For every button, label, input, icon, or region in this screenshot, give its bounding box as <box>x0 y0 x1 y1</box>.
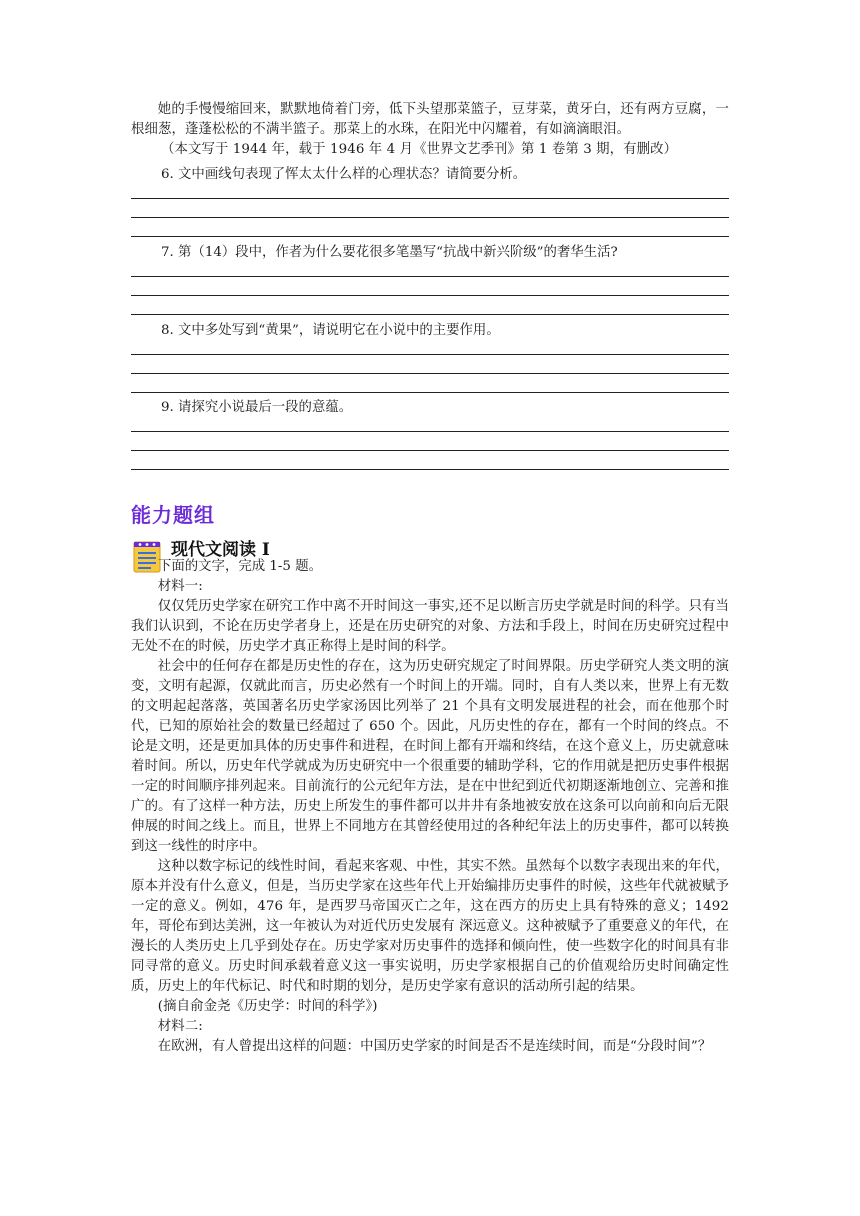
question-9: 9. 请探究小说最后一段的意蕴。 <box>161 400 353 415</box>
answer-line[interactable] <box>131 295 729 296</box>
answer-line[interactable] <box>131 198 729 199</box>
question-6: 6. 文中画线句表现了恽太太什么样的心理状态？请简要分析。 <box>161 167 527 182</box>
answer-line[interactable] <box>131 236 729 237</box>
answer-line[interactable] <box>131 276 729 277</box>
section-heading: 能力题组 <box>131 503 215 527</box>
question-7-block <box>131 243 729 263</box>
answer-line[interactable] <box>131 431 729 432</box>
source-note: (摘自俞金尧《历史学：时间的科学》) <box>157 999 378 1014</box>
question-6-block <box>131 165 729 185</box>
answer-line[interactable] <box>131 314 729 315</box>
question-7: 7. 第（14）段中，作者为什么要花很多笔墨写“抗战中新兴阶级”的奢华生活? <box>161 245 618 260</box>
material-paragraph: 仅仅凭历史学家在研究工作中离不开时间这一事实,还不足以断言历史学就是时间的科学。只有当我们认识到，不论在历史学者身上，还是在历史研究的对象、方法和手段上，时间在历史研究过程中无处不在的时候，历史学才真正称得上是时间的科学。 <box>131 599 729 654</box>
material-paragraph: 社会中的任何存在都是历史性的存在，这为历史研究规定了时间界限。历史学研究人类文明的演变，文明有起源，仅就此而言，历史必然有一个时间上的开端。同时，自有人类以来，世界上有无数的文明起起落落，英国著名历史学家汤因比列举了 21 个具有文明发展进程的社会，而在他那个时代，已知的原始社会的数量已经超过了 650 个。因此，凡历史性的存在，都有一个时间的终点。不论是文明，还是更加具体的历史事件和进程，在时间上都有开端和终结，在这个意义上，历史就意味着时间。所以，历史年代学就成为历史研究中一个很重要的辅助学科，它的作用就是把历史事件根据一定的时间顺序排列起来。目前流行的公元纪年方法，是在中世纪到近代初期逐渐地创立、完善和推广的。有了这样一种方法，历史上所发生的事件都可以井井有条地被安放在这条可以向前和向后无限伸展的时间之线上。而且，世界上不同地方在其曾经使用过的各种纪年法上的历史事件，都可以转换到这一线性的时序中。 <box>131 659 729 854</box>
material-1 <box>131 577 729 1057</box>
answer-line[interactable] <box>131 373 729 374</box>
source-note: （本文写于 1944 年，载于 1946 年 4 月《世界文艺季刊》第 1 卷第 3 期，有删改） <box>161 142 678 157</box>
question-9-block <box>131 398 729 418</box>
material-label: 材料一: <box>157 579 203 594</box>
answer-line[interactable] <box>131 354 729 355</box>
answer-line[interactable] <box>131 392 729 393</box>
answer-line[interactable] <box>131 469 729 470</box>
answer-line[interactable] <box>131 217 729 218</box>
answer-line[interactable] <box>131 450 729 451</box>
material-paragraph: 这种以数字标记的线性时间，看起来客观、中性，其实不然。虽然每个以数字表现出来的年代，原本并没有什么意义，但是，当历史学家在这些年代上开始编排历史事件的时候，这些年代就被赋予一定的意义。例如，476 年，是西罗马帝国灭亡之年，这在西方的历史上具有特殊的意义；1492 年，哥伦布到达美洲，这一年被认为对近代历史发展有 深远意义。这种被赋予了重要意义的年代，在漫长的人类历史上几乎到处存在。历史学家对历史事件的选择和倾向性，使一些数字化的时间具有非同寻常的意义。历史时间承载着意义这一事实说明，历史学家根据自己的价值观给历史时间确定性质，历史上的年代标记、时代和时期的划分，是历史学家有意识的活动所引起的结果。 <box>131 859 729 994</box>
material-label: 材料二: <box>157 1019 203 1034</box>
instruction: 下面的文字，完成 1-5 题。 <box>158 559 322 574</box>
material-paragraph: 在欧洲，有人曾提出这样的问题：中国历史学家的时间是否不是连续时间，而是“分段时间”？ <box>157 1039 712 1054</box>
subheading: 现代文阅读 I <box>171 540 270 560</box>
question-8: 8. 文中多处写到“黄果”，请说明它在小说中的主要作用。 <box>161 323 500 338</box>
question-8-block <box>131 321 729 341</box>
top-passage <box>131 100 729 160</box>
passage-paragraph: 她的手慢慢缩回来，默默地倚着门旁，低下头望那菜篮子，豆芽菜，黄牙白，还有两方豆腐，一根细葱，蓬蓬松松的不满半篮子。那菜上的水珠，在阳光中闪耀着，有如滴滴眼泪。 <box>131 102 729 137</box>
